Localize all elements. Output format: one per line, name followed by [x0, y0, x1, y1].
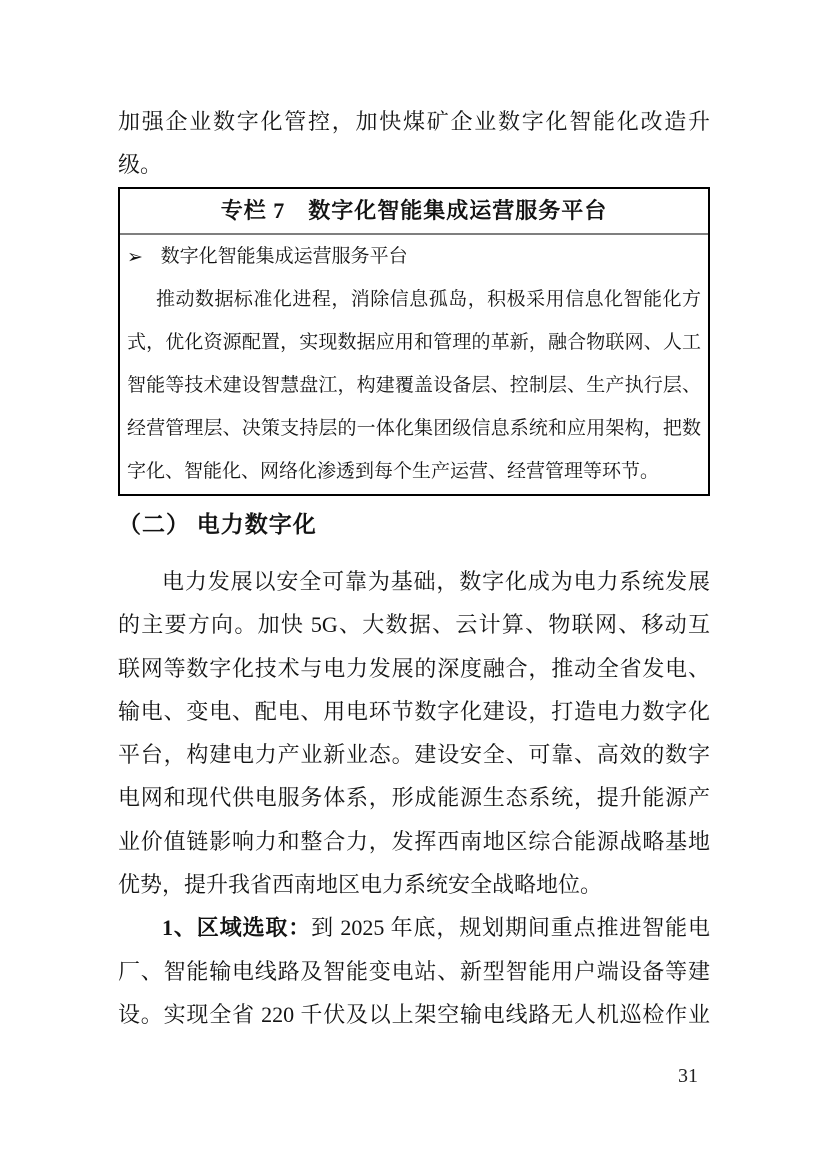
bullet-item	[127, 235, 701, 278]
text-line: 平台，构建电力产业新业态。建设安全、可靠、高效的数字	[118, 742, 710, 768]
text-line: 智能等技术建设智慧盘江，构建覆盖设备层、控制层、生产执行层、	[127, 375, 701, 396]
page-content	[118, 0, 710, 1036]
paragraph-region-selection	[118, 906, 710, 1036]
callout-box	[118, 187, 710, 496]
text-line: 字化、智能化、网络化渗透到每个生产运营、经营管理等环节。	[127, 461, 660, 482]
arrow-bullet-icon: ➢	[127, 247, 143, 268]
text-line: 经营管理层、决策支持层的一体化集团级信息系统和应用架构，把数	[127, 418, 701, 439]
callout-box-title: 专栏 7 数字化智能集成运营服务平台	[120, 189, 708, 235]
text-line: 级。	[118, 152, 163, 177]
text-line: 业价值链影响力和整合力，发挥西南地区综合能源战略基地	[118, 828, 710, 854]
paragraph-lead-label: 1、区域选取：	[162, 915, 312, 941]
text-line: 加强企业数字化管控，加快煤矿企业数字化智能化改造升	[118, 109, 710, 134]
page-number: 31	[678, 1065, 698, 1087]
intro-paragraph	[118, 0, 710, 186]
section-heading: （二） 电力数字化	[118, 512, 317, 537]
text-line: 优势，提升我省西南地区电力系统安全战略地位。	[118, 872, 603, 898]
text-line: 式，优化资源配置，实现数据应用和管理的革新，融合物联网、人工	[127, 332, 701, 353]
text-line: 设。实现全省 220 千伏及以上架空输电线路无人机巡检作业	[118, 1001, 710, 1027]
text-line: 推动数据标准化进程，消除信息孤岛，积极采用信息化智能化方	[156, 289, 701, 310]
callout-box-body	[120, 235, 708, 494]
text-line: 电网和现代供电服务体系，形成能源生态系统，提升能源产	[118, 785, 710, 811]
text-line: 联网等数字化技术与电力发展的深度融合，推动全省发电、	[118, 655, 710, 681]
paragraph-power-digitalization	[118, 560, 710, 906]
text-line	[118, 906, 710, 949]
bullet-item-label: 数字化智能集成运营服务平台	[160, 246, 408, 267]
text-run: 到 2025 年底，规划期间重点推进智能电	[311, 915, 710, 941]
text-line: 厂、智能输电线路及智能变电站、新型智能用户端设备等建	[118, 958, 710, 984]
text-line: 输电、变电、配电、用电环节数字化建设，打造电力数字化	[118, 698, 710, 724]
text-line: 电力发展以安全可靠为基础，数字化成为电力系统发展	[162, 569, 710, 594]
text-line: 的主要方向。加快 5G、大数据、云计算、物联网、移动互	[118, 612, 710, 638]
